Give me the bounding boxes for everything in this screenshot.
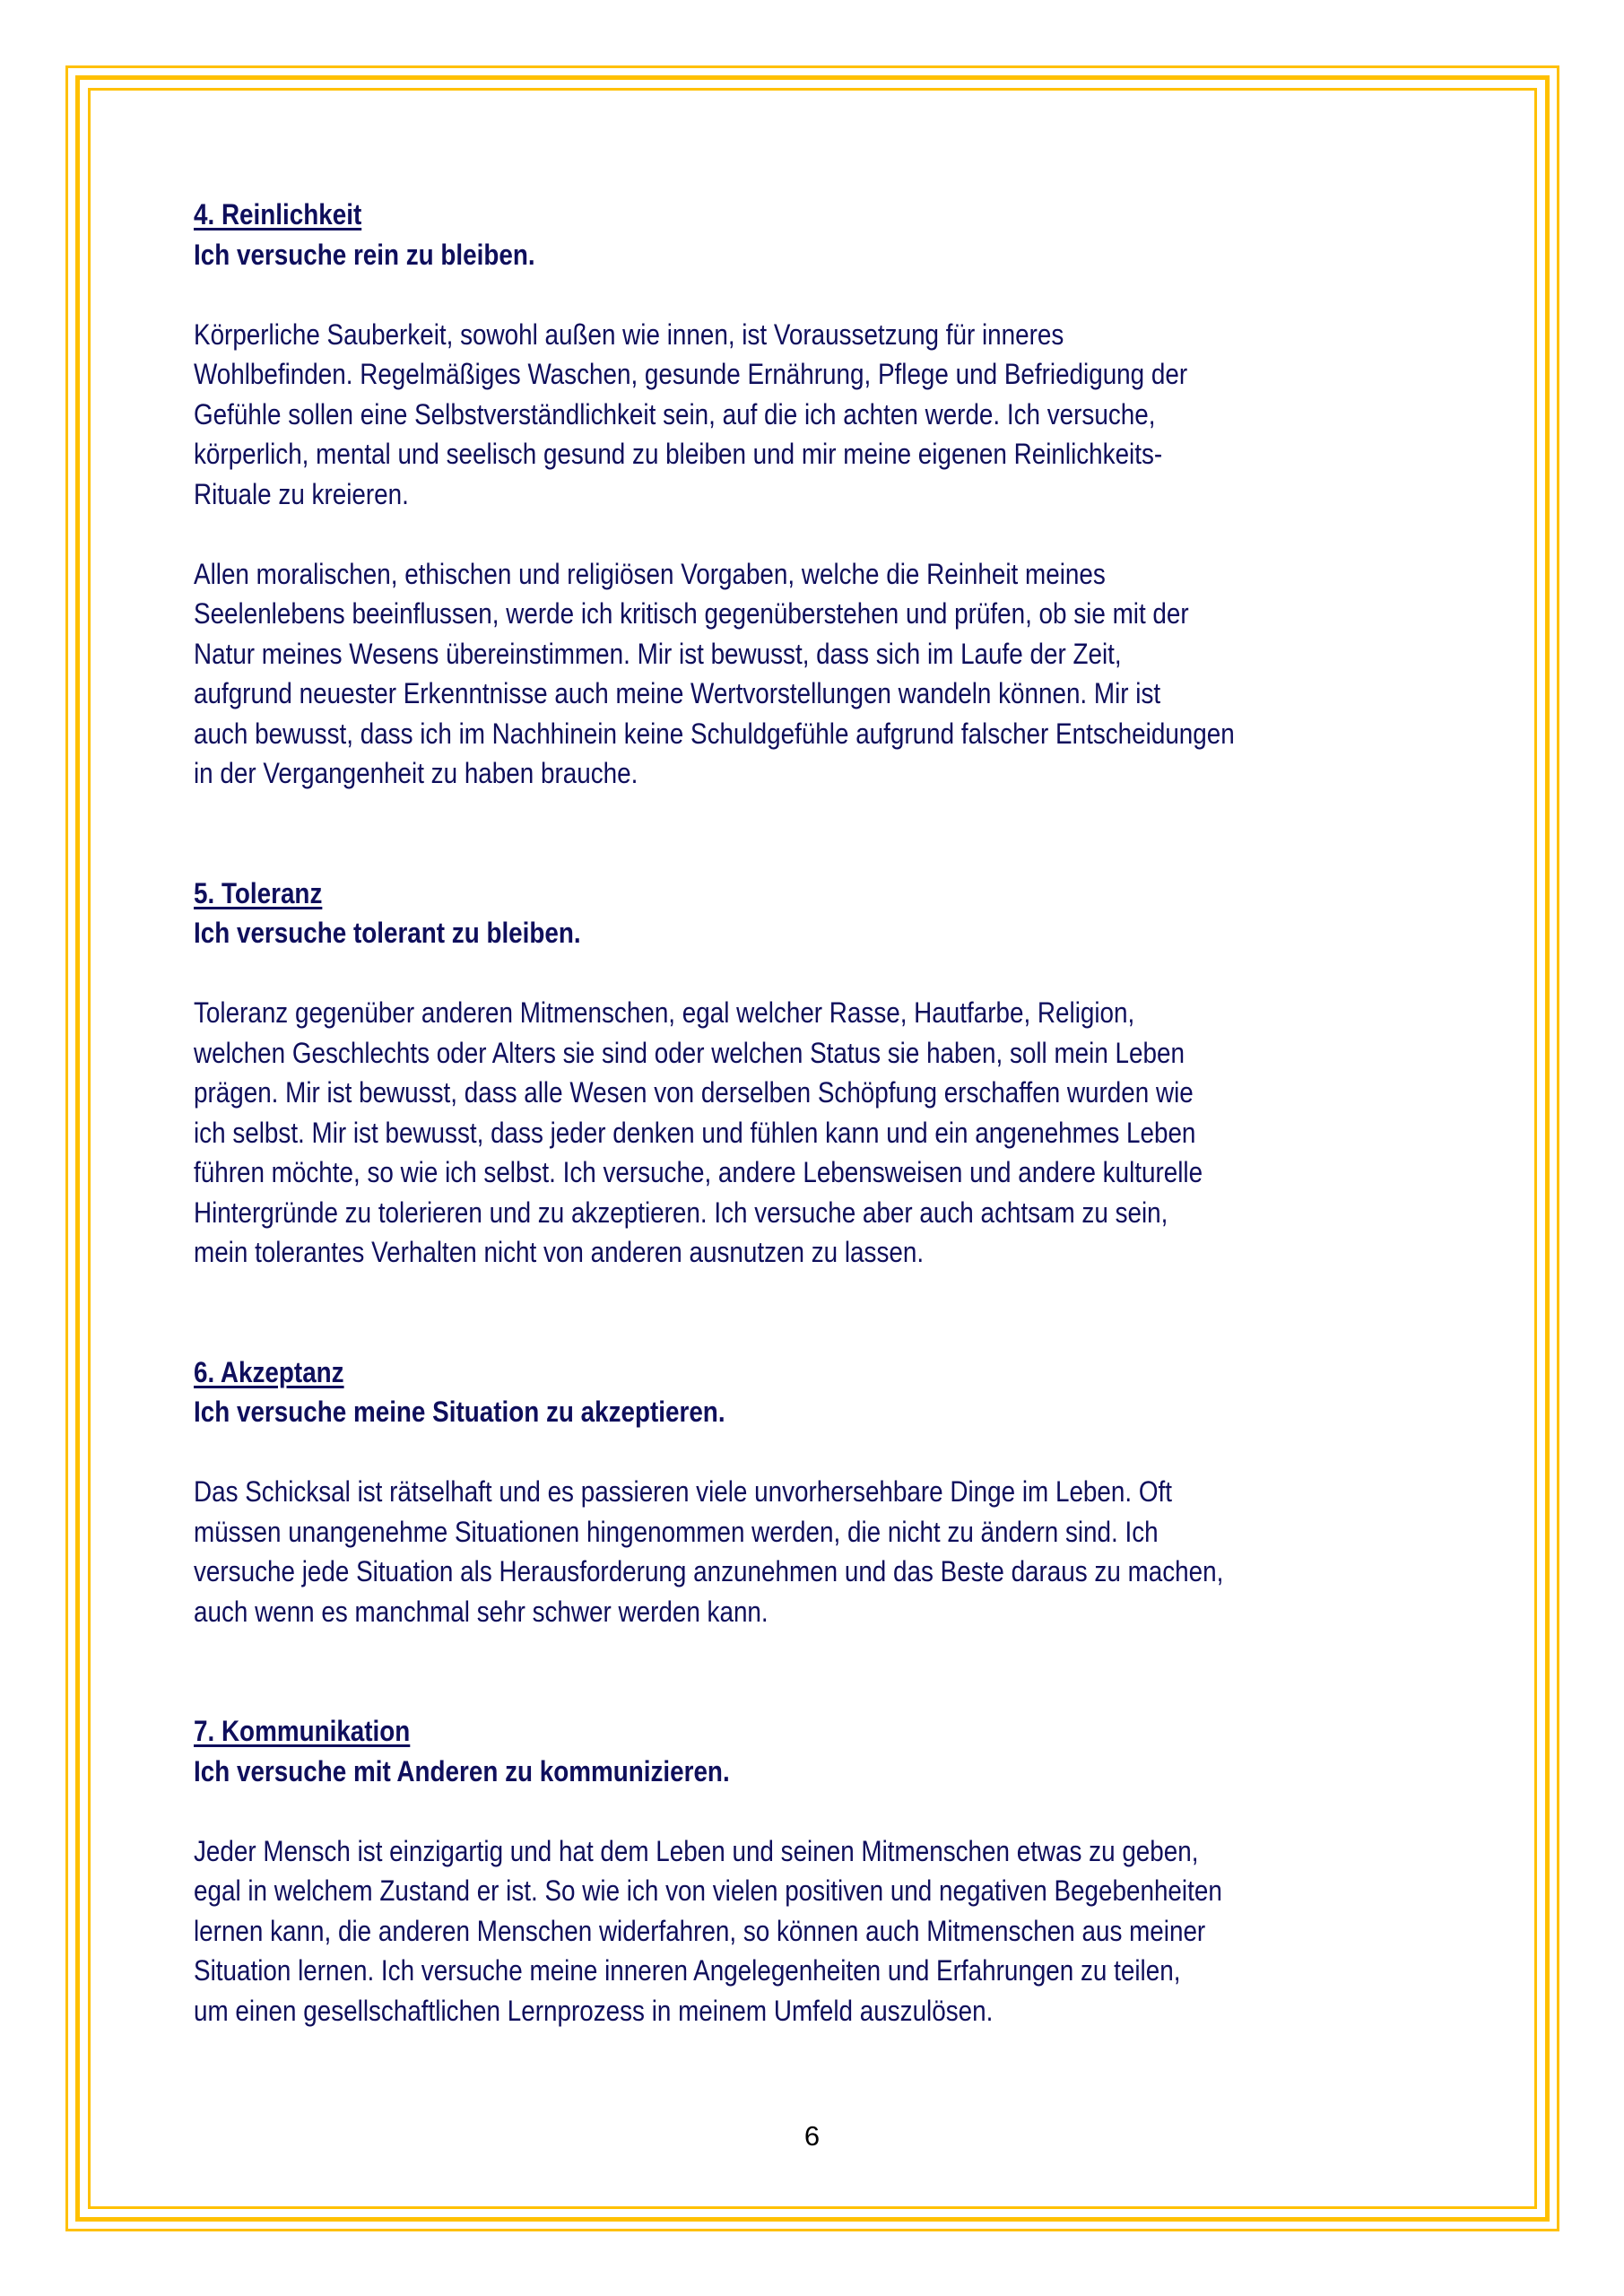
spacer [194,1791,1442,1831]
section-subheading: Ich versuche tolerant zu bleiben. [194,917,581,949]
text-line: körperlich, mental und seelisch gesund zu bleiben und mir meine eigenen Reinlichkeits- [194,438,1163,470]
text-line: Toleranz gegenüber anderen Mitmenschen, egal welcher Rasse, Hautfarbe, Religion, [194,996,1135,1029]
text-line: um einen gesellschaftlichen Lernprozess in meinem Umfeld auszulösen. [194,1994,994,2027]
text-line: Situation lernen. Ich versuche meine inneren Angelegenheiten und Erfahrungen zu teilen, [194,1954,1181,1987]
section-heading: 4. Reinlichkeit [194,198,362,230]
text-line: Gefühle sollen eine Selbstverständlichkeit sein, auf die ich achten werde. Ich versuche, [194,397,1156,430]
text-line: Körperliche Sauberkeit, sowohl außen wie innen, ist Voraussetzung für inneres [194,317,1064,351]
spacer [194,953,1442,994]
section-kommunikation [194,1711,1442,2031]
section-subheading: Ich versuche meine Situation zu akzeptieren. [194,1396,725,1428]
text-line: auch bewusst, dass ich im Nachhinein keine Schuldgefühle aufgrund falscher Entscheidungen [194,717,1235,750]
text-line: lernen kann, die anderen Menschen widerfahren, so können auch Mitmenschen aus meiner [194,1914,1206,1947]
text-line: führen möchte, so wie ich selbst. Ich versuche, andere Lebensweisen und andere kulturelle [194,1156,1203,1188]
section-akzeptanz [194,1352,1442,1632]
document-body [194,195,1442,2031]
spacer [194,1273,1442,1313]
paragraph [194,1831,1442,2031]
text-line: Natur meines Wesens übereinstimmen. Mir ist bewusst, dass sich im Laufe der Zeit, [194,637,1122,670]
spacer [194,794,1442,834]
text-line: Seelenlebens beeinflussen, werde ich kritisch gegenüberstehen und prüfen, ob sie mit der [194,597,1189,630]
page-number: 6 [803,2120,821,2152]
text-line: Jeder Mensch ist einzigartig und hat dem Leben und seinen Mitmenschen etwas zu geben, [194,1834,1199,1867]
spacer [194,1432,1442,1473]
text-line: Hintergründe zu tolerieren und zu akzeptieren. Ich versuche aber auch achtsam zu sein, [194,1196,1168,1229]
text-line: in der Vergangenheit zu haben brauche. [194,757,638,789]
paragraph [194,993,1442,1273]
spacer [194,274,1442,315]
section-heading: 6. Akzeptanz [194,1355,344,1388]
spacer [194,1312,1442,1352]
text-line: Allen moralischen, ethischen und religiösen Vorgaben, welche die Reinheit meines [194,557,1106,590]
text-line: müssen unangenehme Situationen hingenommen werden, die nicht zu ändern sind. Ich [194,1515,1159,1548]
text-line: auch wenn es manchmal sehr schwer werden kann. [194,1595,769,1628]
text-line: Das Schicksal ist rätselhaft und es passieren viele unvorhersehbare Dinge im Leben. Oft [194,1475,1172,1508]
text-line: egal in welchem Zustand er ist. So wie ich von vielen positiven und negativen Begebenheiten [194,1874,1222,1907]
paragraph [194,1472,1442,1631]
text-line: ich selbst. Mir ist bewusst, dass jeder denken und fühlen kann und ein angenehmes Leben [194,1116,1196,1149]
section-heading: 5. Toleranz [194,876,323,909]
paragraph [194,315,1442,515]
text-line: welchen Geschlechts oder Alters sie sind oder welchen Status sie haben, soll mein Leben [194,1036,1185,1069]
paragraph [194,554,1442,794]
text-line: Rituale zu kreieren. [194,477,409,510]
section-subheading: Ich versuche mit Anderen zu kommunizieren. [194,1754,730,1787]
section-heading: 7. Kommunikation [194,1715,411,1747]
section-reinlichkeit [194,195,1442,794]
text-line: mein tolerantes Verhalten nicht von anderen ausnutzen zu lassen. [194,1236,925,1268]
text-line: aufgrund neuester Erkenntnisse auch meine Wertvorstellungen wandeln können. Mir ist [194,677,1161,709]
section-subheading: Ich versuche rein zu bleiben. [194,238,535,271]
text-line: versuche jede Situation als Herausforderung anzunehmen und das Beste daraus zu machen, [194,1555,1224,1587]
spacer [194,1631,1442,1672]
spacer [194,833,1442,874]
text-line: Wohlbefinden. Regelmäßiges Waschen, gesunde Ernährung, Pflege und Befriedigung der [194,358,1188,390]
spacer [194,1672,1442,1712]
text-line: prägen. Mir ist bewusst, dass alle Wesen von derselben Schöpfung erschaffen wurden wie [194,1076,1194,1109]
spacer [194,514,1442,554]
section-toleranz [194,874,1442,1273]
